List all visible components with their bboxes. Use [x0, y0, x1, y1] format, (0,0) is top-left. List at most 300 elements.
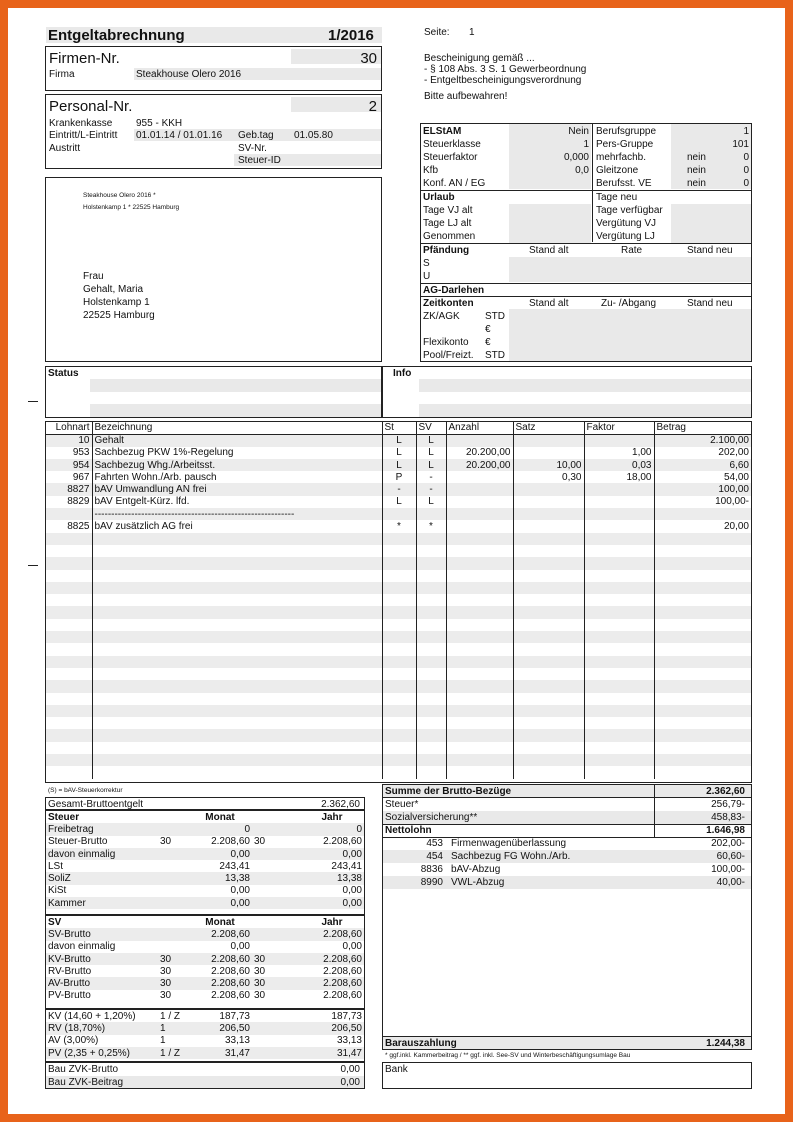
lohn-cell — [513, 520, 584, 532]
lohn-cell — [446, 693, 513, 705]
lohn-cell — [416, 680, 446, 692]
sv-cell: 30 — [158, 953, 188, 965]
zvk-brutto: 0,00 — [340, 1064, 360, 1075]
firma-label: Firma — [49, 69, 75, 80]
lohn-row — [46, 545, 751, 557]
elstam-label2: Berufsst. VE — [596, 178, 652, 189]
lohn-cell — [654, 668, 751, 680]
lohn-cell — [382, 693, 416, 705]
lohn-cell — [46, 545, 92, 557]
recipient-name: Gehalt, Maria — [83, 284, 144, 295]
sv-cell: RV-Brutto — [48, 965, 92, 977]
sv-cell: PV-Brutto — [48, 990, 91, 1002]
lohn-cell — [584, 533, 654, 545]
sv-cell: 0,00 — [342, 941, 362, 953]
certificate-line: - § 108 Abs. 3 S. 1 Gewerbeordnung — [424, 64, 587, 75]
lohn-cell — [46, 619, 92, 631]
divider — [421, 243, 751, 244]
lohn-row — [46, 594, 751, 606]
lohn-cell: 953 — [46, 447, 92, 459]
lohn-row — [46, 631, 751, 643]
gebtag-value: 01.05.80 — [294, 130, 333, 141]
shade — [90, 379, 381, 392]
netto-value: 1.646,98 — [706, 825, 745, 836]
lohn-cell — [584, 643, 654, 655]
lohn-cell: L — [416, 459, 446, 471]
lohn-cell — [513, 483, 584, 495]
lohn-cell — [382, 619, 416, 631]
lohn-cell — [416, 508, 446, 520]
lohn-cell — [654, 729, 751, 741]
sv-cell: 30 — [160, 965, 172, 977]
lohn-cell — [584, 496, 654, 508]
elstam-label2: mehrfachb. — [596, 152, 647, 163]
info-panel — [420, 123, 752, 362]
lohn-cell — [382, 754, 416, 766]
lohn-cell: bAV Entgelt-Kürz. lfd. — [92, 496, 382, 508]
lohn-cell — [92, 668, 382, 680]
steuer-cell: SoliZ — [46, 872, 158, 884]
lohn-cell — [513, 557, 584, 569]
lohn-cell — [46, 729, 92, 741]
sv-cell — [158, 941, 188, 953]
beitrag-row — [46, 1047, 364, 1059]
lohn-cell — [654, 619, 751, 631]
beitrag-row — [46, 1022, 364, 1034]
steuer-cell — [158, 872, 188, 884]
urlaub-l2: Tage LJ alt — [423, 218, 472, 229]
elstam-value: 1 — [583, 139, 589, 150]
lohn-row — [46, 619, 751, 631]
lohn-cell: 10,00 — [513, 459, 584, 471]
lohn-cell — [584, 631, 654, 643]
sv-row — [46, 928, 364, 940]
lohn-cell — [513, 717, 584, 729]
lohn-cell — [382, 668, 416, 680]
zvk-brutto-label: Bau ZVK-Brutto — [48, 1064, 119, 1075]
lohn-cell: 2.100,00 — [654, 434, 751, 446]
lohn-cell — [584, 483, 654, 495]
lohn-cell: 967 — [46, 471, 92, 483]
lohn-cell — [46, 508, 92, 520]
zeitkonten-col3: Stand neu — [687, 298, 733, 309]
zeitkonto-unit: € — [485, 337, 491, 348]
personal-nr: 2 — [368, 98, 377, 115]
lohn-cell — [46, 717, 92, 729]
lohn-cell — [513, 656, 584, 668]
lohn-cell — [92, 606, 382, 618]
lohn-cell — [513, 643, 584, 655]
lohn-cell — [513, 754, 584, 766]
lohn-cell — [416, 533, 446, 545]
steuer-cell: 30 — [160, 836, 172, 848]
sender-line: Holstenkamp 1 * 22525 Hamburg — [83, 204, 180, 211]
section-header — [46, 811, 364, 823]
lohn-cell — [382, 582, 416, 594]
deduction-label: VWL-Abzug — [451, 877, 505, 888]
beitrag-box — [45, 1009, 365, 1062]
lohn-cell — [654, 680, 751, 692]
lohn-cell: 0,03 — [584, 459, 654, 471]
lohn-cell — [416, 754, 446, 766]
lohn-cell — [416, 668, 446, 680]
beitrag-cell: 206,50 — [300, 1022, 364, 1034]
lohn-cell — [92, 742, 382, 754]
sv-row — [46, 953, 364, 965]
steuer-cell — [252, 872, 300, 884]
berufsgruppe-label: Berufsgruppe — [596, 126, 657, 137]
deduction-nr: 8836 — [420, 864, 443, 875]
lohn-cell — [446, 680, 513, 692]
beitrag-cell: RV (18,70%) — [46, 1022, 158, 1034]
lohn-cell — [446, 754, 513, 766]
lohn-cell — [654, 717, 751, 729]
steuer-cell: Kammer — [46, 897, 158, 909]
pfaendung-col3: Stand neu — [687, 245, 733, 256]
beitrag-cell: 187,73 — [219, 1010, 250, 1022]
steuer-cell: 0,00 — [188, 848, 252, 860]
lohn-cell: 54,00 — [723, 471, 749, 483]
sv-sum-label: Sozialversicherung** — [385, 812, 478, 823]
beitrag-cell: 1 — [160, 1035, 166, 1047]
lohn-cell — [92, 680, 382, 692]
status-box — [45, 366, 382, 418]
beitrag-cell: 33,13 — [336, 1035, 362, 1047]
personal-nr-label: Personal-Nr. — [49, 98, 133, 115]
lohn-cell — [382, 643, 416, 655]
page-number: 1 — [469, 27, 475, 38]
lohn-cell — [416, 705, 446, 717]
beitrag-cell: 206,50 — [188, 1022, 252, 1034]
lohn-header-0: Lohnart — [46, 422, 92, 434]
deduction-value: 60,60- — [716, 851, 745, 862]
lohn-cell — [654, 656, 751, 668]
lohn-cell — [416, 582, 446, 594]
brutto-label: Summe der Brutto-Bezüge — [385, 786, 512, 797]
salutation: Frau — [83, 271, 104, 282]
summary-box — [382, 784, 752, 1050]
elstam-value2: 0 — [743, 178, 749, 189]
lohn-cell — [382, 594, 416, 606]
lohn-cell — [584, 619, 654, 631]
sv-cell: 2.208,60 — [188, 928, 252, 940]
lohn-cell: ------------------------------------------------------------ — [92, 508, 382, 520]
lohn-cell — [382, 729, 416, 741]
lohn-cell — [92, 766, 382, 778]
lohn-cell — [584, 668, 654, 680]
deduction-value: 40,00- — [716, 877, 745, 888]
bank-box — [382, 1062, 752, 1089]
lohn-cell: 954 — [46, 459, 92, 471]
status-label: Status — [48, 368, 79, 379]
period: 1/2016 — [328, 27, 374, 44]
lohn-cell: L — [382, 496, 416, 508]
lohn-cell — [584, 570, 654, 582]
fold-mark — [28, 565, 38, 566]
zeitkonten-title: Zeitkonten — [423, 298, 474, 309]
elstam-mid: nein — [687, 152, 706, 163]
sv-cell: 2.208,60 — [211, 990, 250, 1002]
lohn-cell — [416, 619, 446, 631]
monat-header: Monat — [205, 811, 235, 823]
lohn-cell: L — [416, 434, 446, 446]
lohn-cell — [446, 533, 513, 545]
lohn-cell — [446, 496, 513, 508]
lohn-cell — [654, 742, 751, 754]
lohn-cell — [416, 557, 446, 569]
divider — [383, 797, 751, 798]
lohn-cell — [92, 557, 382, 569]
zvk-box — [45, 1062, 365, 1089]
lohn-cell — [654, 705, 751, 717]
lohn-cell — [46, 533, 92, 545]
lohn-cell — [446, 545, 513, 557]
lohn-cell — [584, 656, 654, 668]
lohn-cell — [446, 766, 513, 778]
lohn-cell — [513, 729, 584, 741]
beitrag-cell — [252, 1022, 300, 1034]
lohn-cell — [513, 496, 584, 508]
elstam-label: Kfb — [423, 165, 439, 176]
lohn-cell — [92, 643, 382, 655]
lohn-cell — [92, 656, 382, 668]
blank — [158, 916, 188, 928]
lohn-row — [46, 570, 751, 582]
lohn-cell — [382, 533, 416, 545]
shade — [419, 404, 751, 417]
deduction-nr: 8990 — [420, 877, 443, 888]
lohn-cell — [46, 754, 92, 766]
lohn-row — [46, 459, 751, 471]
gebtag-label: Geb.tag — [238, 130, 274, 141]
sv-sum-value: 458,83- — [711, 812, 745, 823]
pfaendung-title: Pfändung — [423, 245, 470, 256]
lohn-cell — [446, 520, 513, 532]
lohn-cell: L — [382, 459, 416, 471]
lohn-row — [46, 557, 751, 569]
lohn-cell — [584, 545, 654, 557]
beitrag-cell: 33,13 — [224, 1035, 250, 1047]
lohn-cell — [46, 606, 92, 618]
steuer-cell: 0,00 — [300, 848, 364, 860]
zeitkonto-label: ZK/AGK — [423, 311, 460, 322]
lohn-cell — [46, 570, 92, 582]
steuer-cell: 2.208,60 — [323, 836, 362, 848]
lohn-cell — [46, 766, 92, 778]
blank — [252, 916, 300, 928]
brutto-value: 2.362,60 — [706, 786, 745, 797]
lohn-cell: 100,00 — [654, 483, 751, 495]
lohn-cell — [654, 606, 751, 618]
jahr-header: Jahr — [321, 916, 343, 928]
lohn-cell — [584, 766, 654, 778]
elstam-label: Konf. AN / EG — [423, 178, 486, 189]
elstam-title: ELStAM — [423, 126, 462, 137]
steuer-cell — [252, 897, 300, 909]
steuer-row — [46, 823, 364, 835]
steuer-cell: 0,00 — [188, 897, 252, 909]
lohn-cell — [584, 680, 654, 692]
sv-cell: 0,00 — [230, 941, 250, 953]
lohn-cell — [92, 631, 382, 643]
sv-cell: 2.208,60 — [211, 965, 250, 977]
lohn-row — [46, 434, 751, 446]
lohn-row — [46, 680, 751, 692]
certificate-line: - Entgeltbescheinigungsverordnung — [424, 75, 582, 86]
urlaub-title: Urlaub — [423, 192, 455, 203]
lohn-cell — [446, 729, 513, 741]
steuer-row — [46, 897, 364, 909]
jahr-header: Jahr — [321, 811, 343, 823]
lohn-cell — [654, 594, 751, 606]
steuer-cell: KiSt — [48, 885, 67, 897]
barauszahlung-value: 1.244,38 — [706, 1038, 745, 1049]
lohn-cell: L — [416, 496, 446, 508]
steuer-cell — [252, 848, 300, 860]
steuer-row — [46, 848, 364, 860]
beitrag-cell: 187,73 — [331, 1010, 362, 1022]
lohn-cell — [46, 705, 92, 717]
lohn-cell — [446, 582, 513, 594]
lohn-cell: Gehalt — [92, 434, 382, 446]
lohn-header-1: Bezeichnung — [92, 422, 382, 434]
lohn-cell — [654, 533, 751, 545]
steuer-cell: 0,00 — [300, 897, 364, 909]
lohn-cell: 20.200,00 — [446, 459, 513, 471]
steuer-cell: 2.208,60 — [211, 836, 250, 848]
lohn-cell: 8829 — [46, 496, 92, 508]
lohn-cell: 10 — [46, 434, 92, 446]
lohn-cell — [446, 570, 513, 582]
lohn-cell — [382, 557, 416, 569]
sv-row — [46, 965, 364, 977]
recipient-city: 22525 Hamburg — [83, 310, 155, 321]
lohn-row — [46, 705, 751, 717]
urlaub-r2: Vergütung VJ — [596, 218, 657, 229]
recipient-address — [83, 270, 155, 322]
steuer-row — [46, 836, 364, 848]
lohn-cell — [382, 570, 416, 582]
lohn-cell — [513, 545, 584, 557]
lohn-cell: 8827 — [46, 483, 92, 495]
zeitkonto-unit: STD — [485, 311, 505, 322]
section-header — [46, 916, 364, 928]
beitrag-cell — [252, 1035, 300, 1047]
certificate-line: Bescheinigung gemäß ... — [424, 53, 535, 64]
fold-mark — [28, 401, 38, 402]
lohn-cell — [654, 570, 751, 582]
deduction-label: bAV-Abzug — [451, 864, 501, 875]
blank — [158, 811, 188, 823]
lohn-row — [46, 508, 751, 520]
lohn-cell — [46, 668, 92, 680]
elstam-value2: 0 — [743, 152, 749, 163]
steuer-cell: 0,00 — [342, 885, 362, 897]
lohn-cell: P — [382, 471, 416, 483]
lohn-cell: * — [382, 520, 416, 532]
deduction-nr: 454 — [426, 851, 443, 862]
sv-table — [46, 916, 364, 1002]
lohn-cell — [584, 705, 654, 717]
steuer-cell: 243,41 — [219, 860, 250, 872]
lohn-cell — [513, 766, 584, 778]
lohn-cell — [46, 643, 92, 655]
lohn-cell — [382, 680, 416, 692]
sv-cell: 2.208,60 — [323, 965, 362, 977]
lohn-row — [46, 533, 751, 545]
sv-cell: 30 — [254, 990, 266, 1002]
lohn-cell: 6,60 — [654, 459, 751, 471]
lohn-cell — [513, 705, 584, 717]
divider — [421, 296, 751, 297]
steuer-cell: 0,00 — [230, 885, 250, 897]
elstam-value: 0,0 — [575, 165, 589, 176]
beitrag-cell: 1 / Z — [160, 1010, 181, 1022]
lohn-table-box — [45, 421, 752, 783]
lohn-cell — [46, 680, 92, 692]
sv-cell — [252, 928, 300, 940]
lohn-cell — [654, 508, 751, 520]
address-box — [45, 177, 382, 362]
elstam-label: Steuerklasse — [423, 139, 481, 150]
lohn-cell — [446, 471, 513, 483]
deduction-value: 202,00- — [711, 838, 745, 849]
blank — [252, 811, 300, 823]
pfaendung-col1: Stand alt — [529, 245, 569, 256]
lohn-cell — [654, 557, 751, 569]
lohn-cell — [584, 582, 654, 594]
shade — [419, 379, 751, 392]
lohn-cell — [382, 508, 416, 520]
lohn-cell — [92, 619, 382, 631]
lohn-cell — [584, 742, 654, 754]
lohn-cell — [92, 594, 382, 606]
sv-cell — [252, 941, 300, 953]
recipient-street: Holstenkamp 1 — [83, 297, 150, 308]
lohn-cell — [446, 717, 513, 729]
shade — [509, 257, 751, 282]
sv-cell: 30 — [252, 977, 300, 989]
zeitkonto-label: Pool/Freizt. — [423, 350, 474, 361]
urlaub-r1: Tage verfügbar — [596, 205, 663, 216]
section-title: Steuer — [48, 811, 80, 823]
sender-line: Steakhouse Olero 2016 * — [83, 192, 156, 199]
lohn-cell — [92, 570, 382, 582]
bank-label: Bank — [385, 1064, 408, 1075]
urlaub-l1: Tage VJ alt — [423, 205, 473, 216]
lohn-cell — [46, 742, 92, 754]
elstam-value2: 0 — [743, 165, 749, 176]
lohn-cell — [513, 508, 584, 520]
lohn-row — [46, 606, 751, 618]
steuer-cell: 30 — [254, 836, 266, 848]
lohn-cell — [382, 766, 416, 778]
lohn-cell — [416, 717, 446, 729]
lohn-row — [46, 656, 751, 668]
beitrag-cell: KV (14,60 + 1,20%) — [48, 1010, 136, 1022]
lohn-cell — [92, 545, 382, 557]
lohn-cell — [446, 594, 513, 606]
lohn-row — [46, 766, 751, 778]
lohn-header-4: Anzahl — [446, 422, 513, 434]
company-nr: 30 — [360, 50, 377, 67]
lohn-row — [46, 582, 751, 594]
company-box — [45, 46, 382, 91]
section-title: SV — [48, 916, 62, 928]
lohn-row — [46, 754, 751, 766]
lohn-header-3: SV — [416, 422, 446, 434]
pfaendung-col2: Rate — [621, 245, 643, 256]
